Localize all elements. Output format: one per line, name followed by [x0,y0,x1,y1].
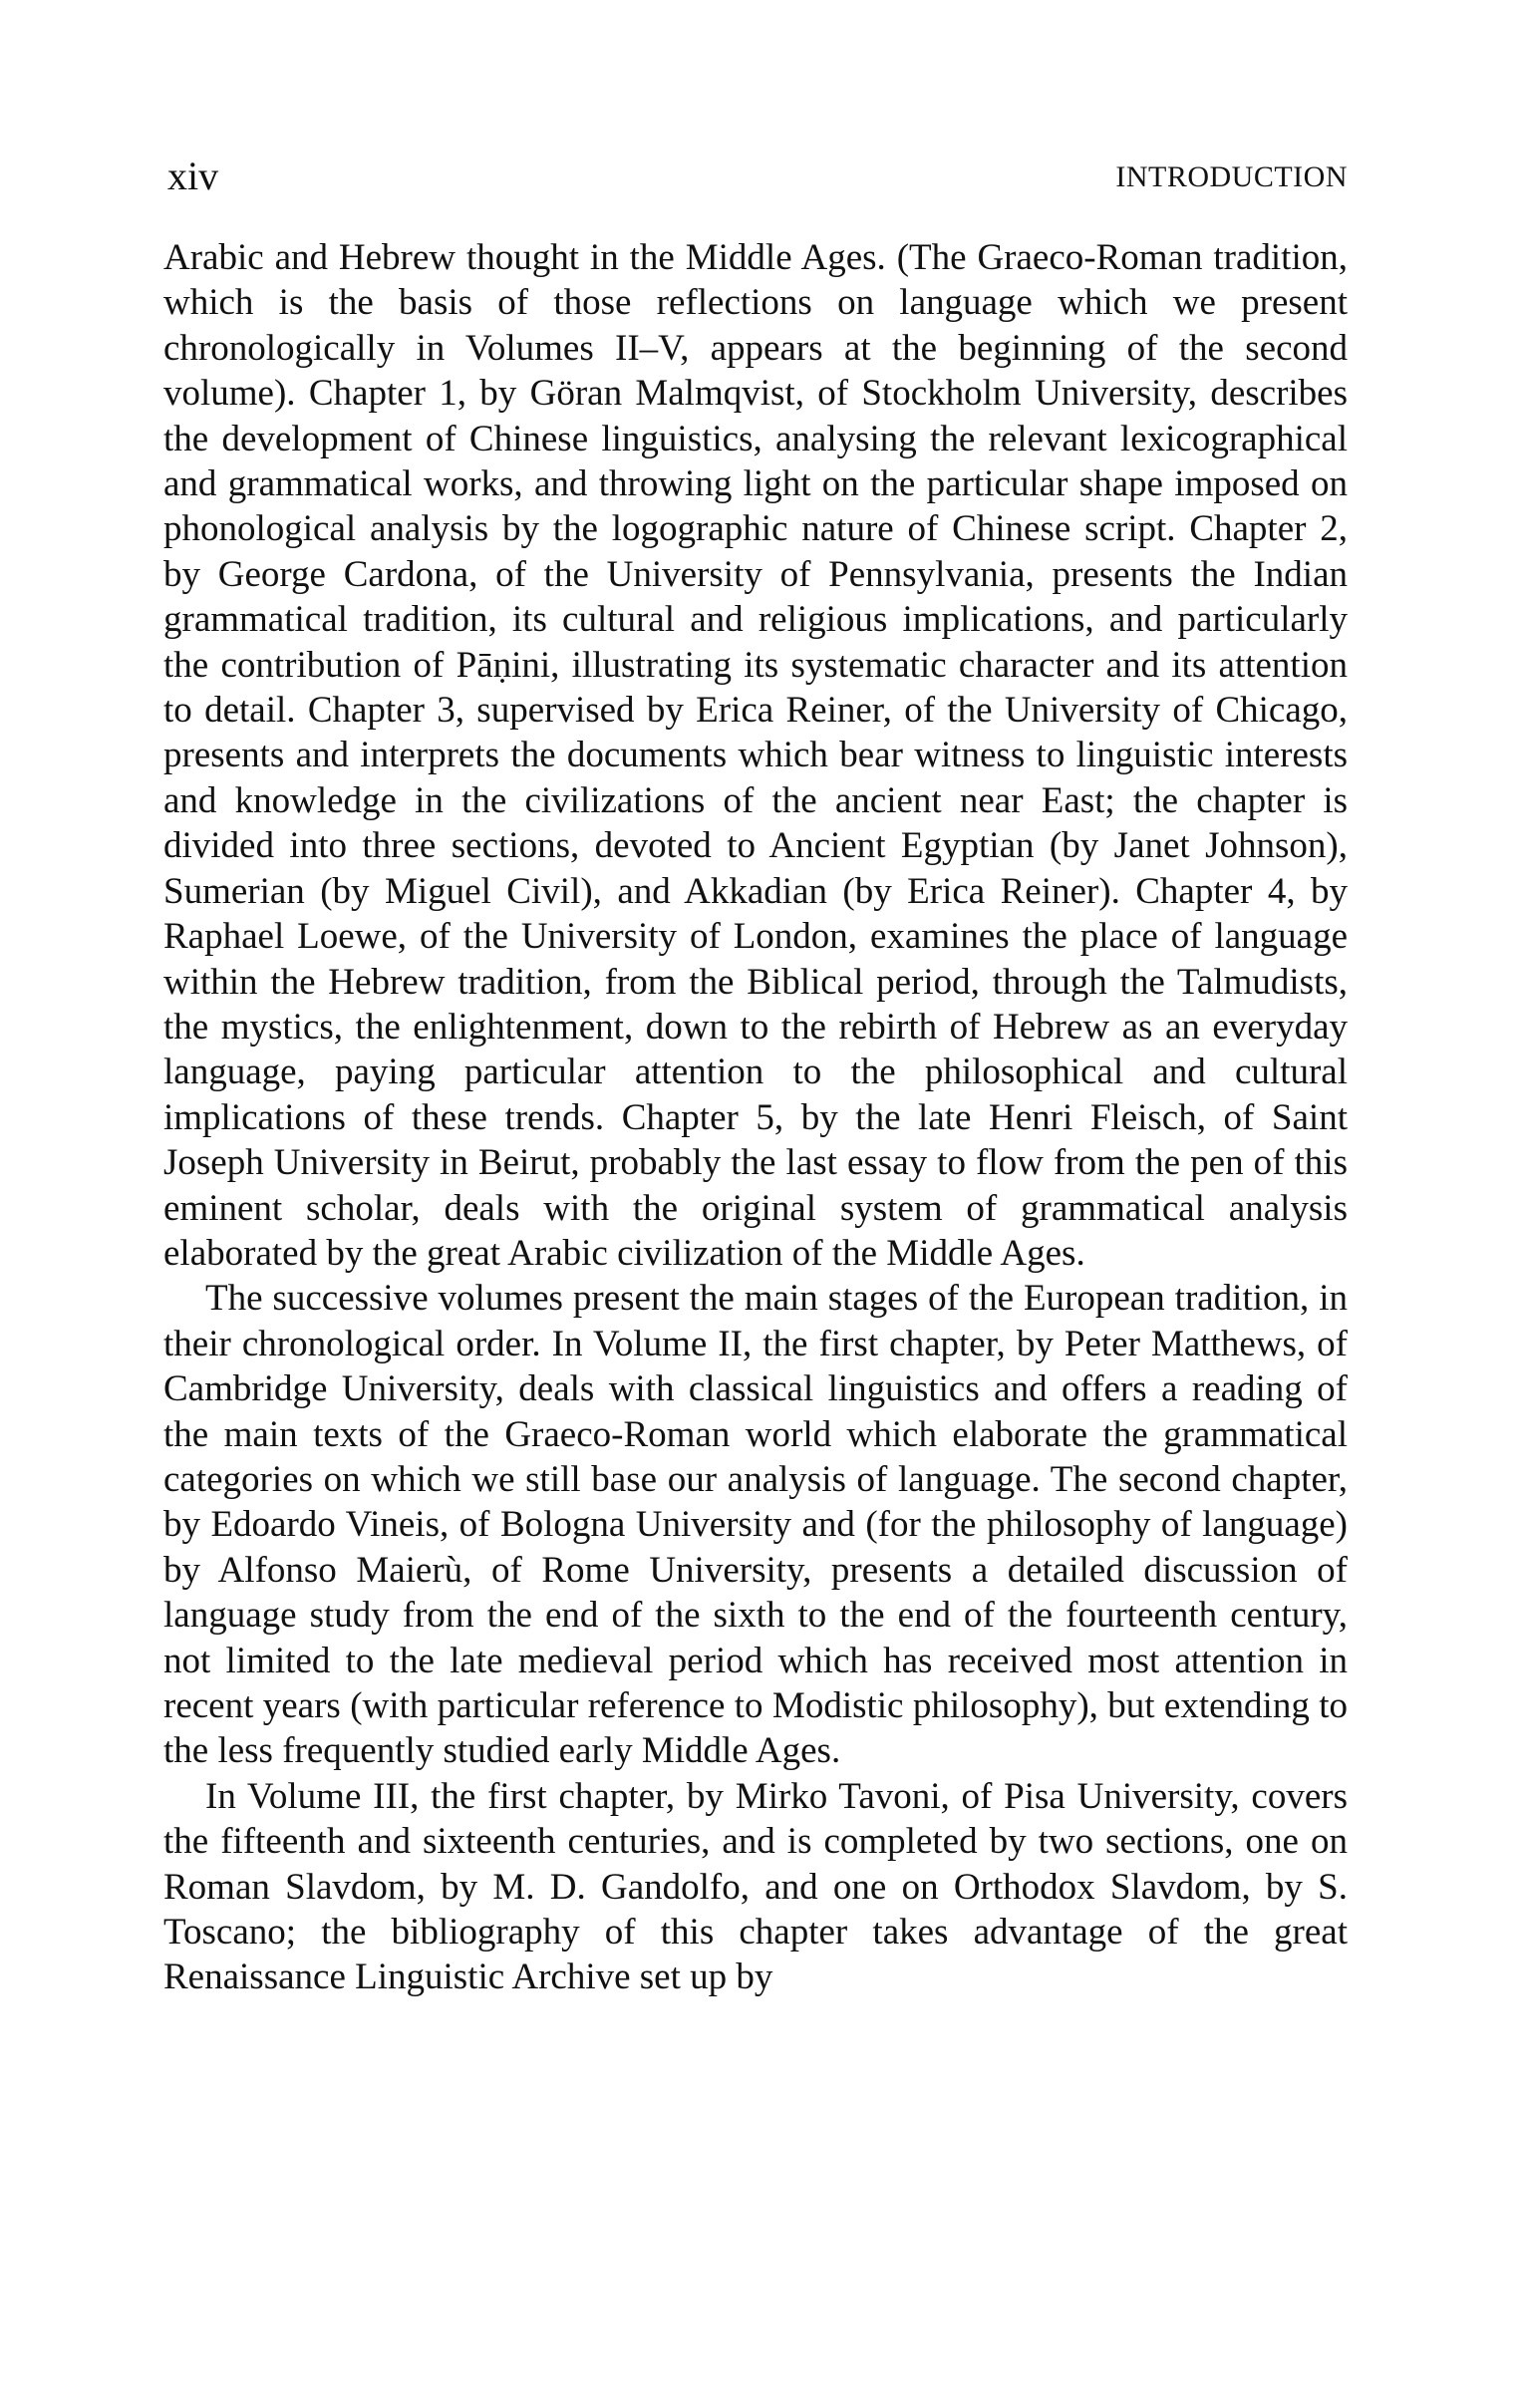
paragraph-2: The successive volumes present the main stages of the European tradition, in their chronological order. In Volume II, the first chapter, by Peter Matthews, of Cambridge University, deals with classical linguistics and offers a reading of the main texts of the Graeco-Roman world which elaborate the grammatical categories on which we still base our analysis of language. The second chapter, by Edoardo Vineis, of Bologna University and (for the philosophy of language) by Alfonso Maierù, of Rome University, presents a detailed discussion of language study from the end of the sixth to the end of the fourteenth century, not limited to the late medieval period which has received most attention in recent years (with particular reference to Modistic philosophy), but extending to the less frequently studied early Middle Ages. [163,1278,1348,1772]
paragraph-3: In Volume III, the first chapter, by Mirko Tavoni, of Pisa University, covers the fifteenth and sixteenth centuries, and is completed by two sections, one on Roman Slavdom, by M. D. Gandolfo, and one on Orthodox Slavdom, by S. Toscano; the bibliography of this chapter takes advantage of the great Renaissance Linguistic Archive set up by [163,1775,1348,1998]
body-text [163,235,1348,2000]
page-number: xiv [167,153,219,198]
running-head [163,151,1348,201]
book-page [163,0,1348,2408]
paragraph-1: Arabic and Hebrew thought in the Middle Ages. (The Graeco-Roman tradition, which is the basis of those reflections on language which we present chronologically in Volumes II–V, appears at the beginning of the second volume). Chapter 1, by Göran Malmqvist, of Stockholm University, describes the development of Chinese linguistics, analysing the relevant lexicographical and grammatical works, and throwing light on the particular shape imposed on phonological analysis by the logographic nature of Chinese script. Chapter 2, by George Cardona, of the University of Pennsylvania, presents the Indian grammatical tradition, its cultural and religious implications, and particularly the contribution of Pāṇini, illustrating its systematic character and its attention to detail. Chapter 3, supervised by Erica Reiner, of the University of Chicago, presents and interprets the documents which bear witness to linguistic interests and knowledge in the civilizations of the ancient near East; the chapter is divided into three sections, devoted to Ancient Egyptian (by Janet Johnson), Sumerian (by Miguel Civil), and Akkadian (by Erica Reiner). Chapter 4, by Raphael Loewe, of the University of London, examines the place of language within the Hebrew tradition, from the Biblical period, through the Talmudists, the mystics, the enlightenment, down to the rebirth of Hebrew as an everyday language, paying particular attention to the philosophical and cultural implications of these trends. Chapter 5, by the late Henri Fleisch, of Saint Joseph University in Beirut, probably the last essay to flow from the pen of this eminent scholar, deals with the original system of grammatical analysis elaborated by the great Arabic civilization of the Middle Ages. [163,237,1348,1274]
running-title: INTRODUCTION [1115,160,1348,193]
